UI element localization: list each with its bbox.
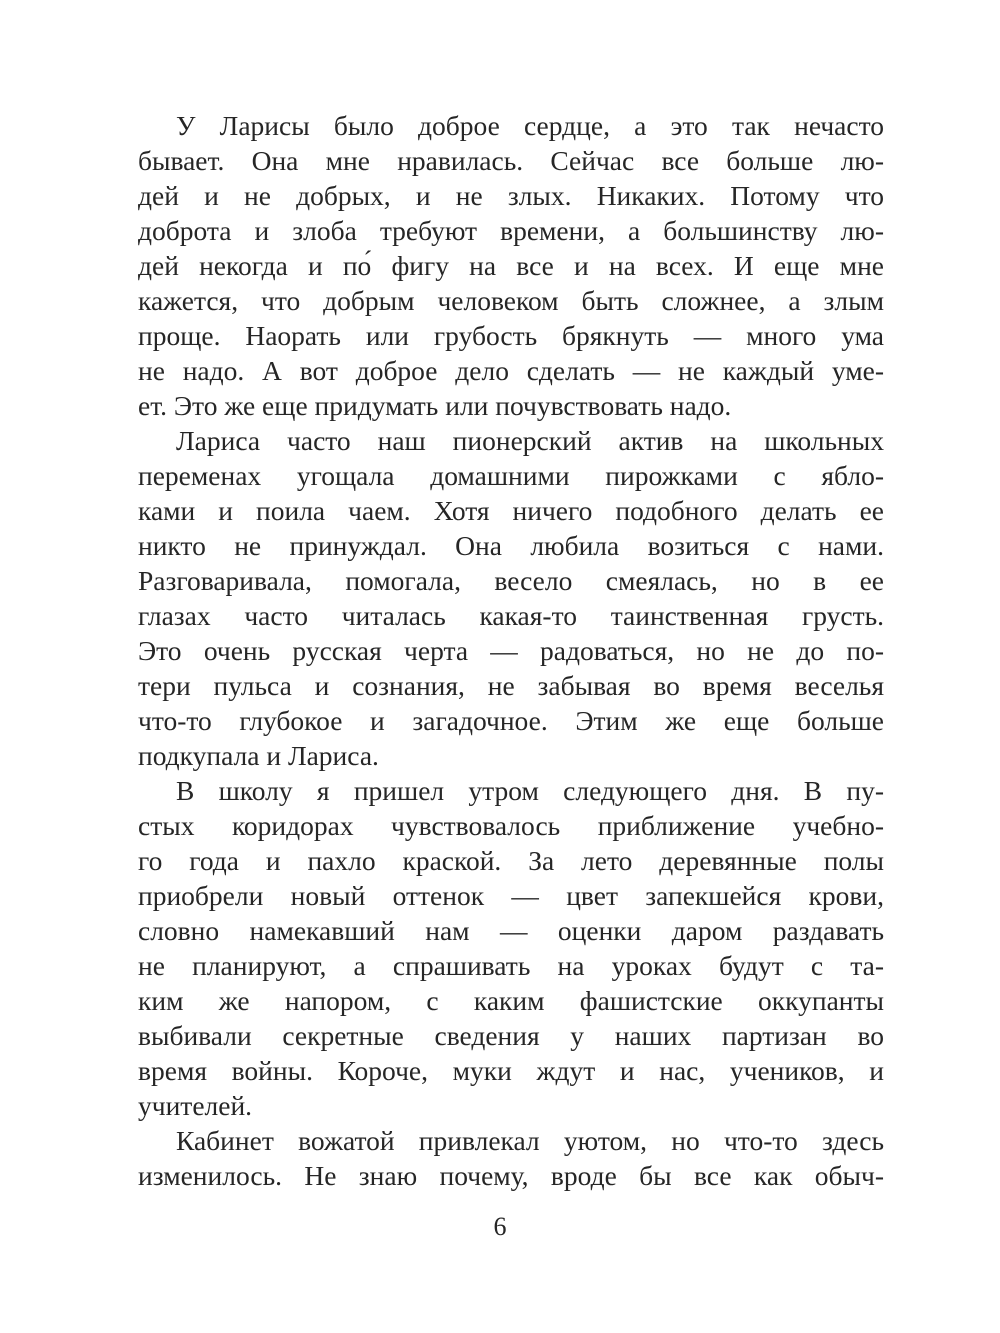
text-line: стых коридорах чувствовалось приближение учебно- <box>138 810 884 841</box>
paragraph-1 <box>138 108 884 423</box>
text-line: ким же напором, с каким фашистские оккупанты <box>138 985 884 1016</box>
text-line: словно намекавший нам — оценки даром раздавать <box>138 915 884 946</box>
text-line: ет. Это же еще придумать или почувствовать надо. <box>138 390 732 421</box>
text-line: изменилось. Не знаю почему, вроде бы все как обыч- <box>138 1160 884 1191</box>
text-line: Это очень русская черта — радоваться, но не до по- <box>138 635 884 666</box>
text-line: Разговаривала, помогала, весело смеялась, но в ее <box>138 565 884 596</box>
text-line: доброта и злоба требуют времени, а большинству лю- <box>138 215 884 246</box>
text-line: дей некогда и по́ фигу на все и на всех. И еще мне <box>138 250 884 281</box>
text-line: выбивали секретные сведения у наших партизан во <box>138 1020 884 1051</box>
text-line: не надо. А вот доброе дело сделать — не каждый уме- <box>138 355 884 386</box>
body-text <box>138 108 884 1193</box>
text-line: время войны. Короче, муки ждут и нас, учеников, и <box>138 1055 884 1086</box>
paragraph-3 <box>138 773 884 1123</box>
text-line: никто не принуждал. Она любила возиться с нами. <box>138 530 884 561</box>
text-line: учителей. <box>138 1090 253 1121</box>
text-line: Кабинет вожатой привлекал уютом, но что-то здесь <box>176 1125 884 1156</box>
text-line: подкупала и Лариса. <box>138 740 379 771</box>
text-line: В школу я пришел утром следующего дня. В пу- <box>176 775 884 806</box>
text-line: бывает. Она мне нравилась. Сейчас все больше лю- <box>138 145 884 176</box>
text-line: дей и не добрых, и не злых. Никаких. Потому что <box>138 180 884 211</box>
paragraph-2 <box>138 423 884 773</box>
text-line: проще. Наорать или грубость брякнуть — много ума <box>138 320 884 351</box>
page-number: 6 <box>493 1212 507 1241</box>
text-line: У Ларисы было доброе сердце, а это так нечасто <box>176 110 884 141</box>
text-line: приобрели новый оттенок — цвет запекшейся крови, <box>138 880 884 911</box>
text-line: кажется, что добрым человеком быть сложнее, а злым <box>138 285 884 316</box>
text-line: что-то глубокое и загадочное. Этим же еще больше <box>138 705 884 736</box>
text-line: тери пульса и сознания, не забывая во время веселья <box>138 670 884 701</box>
paragraph-4 <box>138 1123 884 1193</box>
text-line: ками и поила чаем. Хотя ничего подобного делать ее <box>138 495 884 526</box>
text-line: го года и пахло краской. За лето деревянные полы <box>138 845 884 876</box>
text-line: Лариса часто наш пионерский актив на школьных <box>176 425 884 456</box>
text-line: переменах угощала домашними пирожками с ябло- <box>138 460 884 491</box>
text-line: не планируют, а спрашивать на уроках будут с та- <box>138 950 884 981</box>
text-line: глазах часто читалась какая-то таинственная грусть. <box>138 600 884 631</box>
